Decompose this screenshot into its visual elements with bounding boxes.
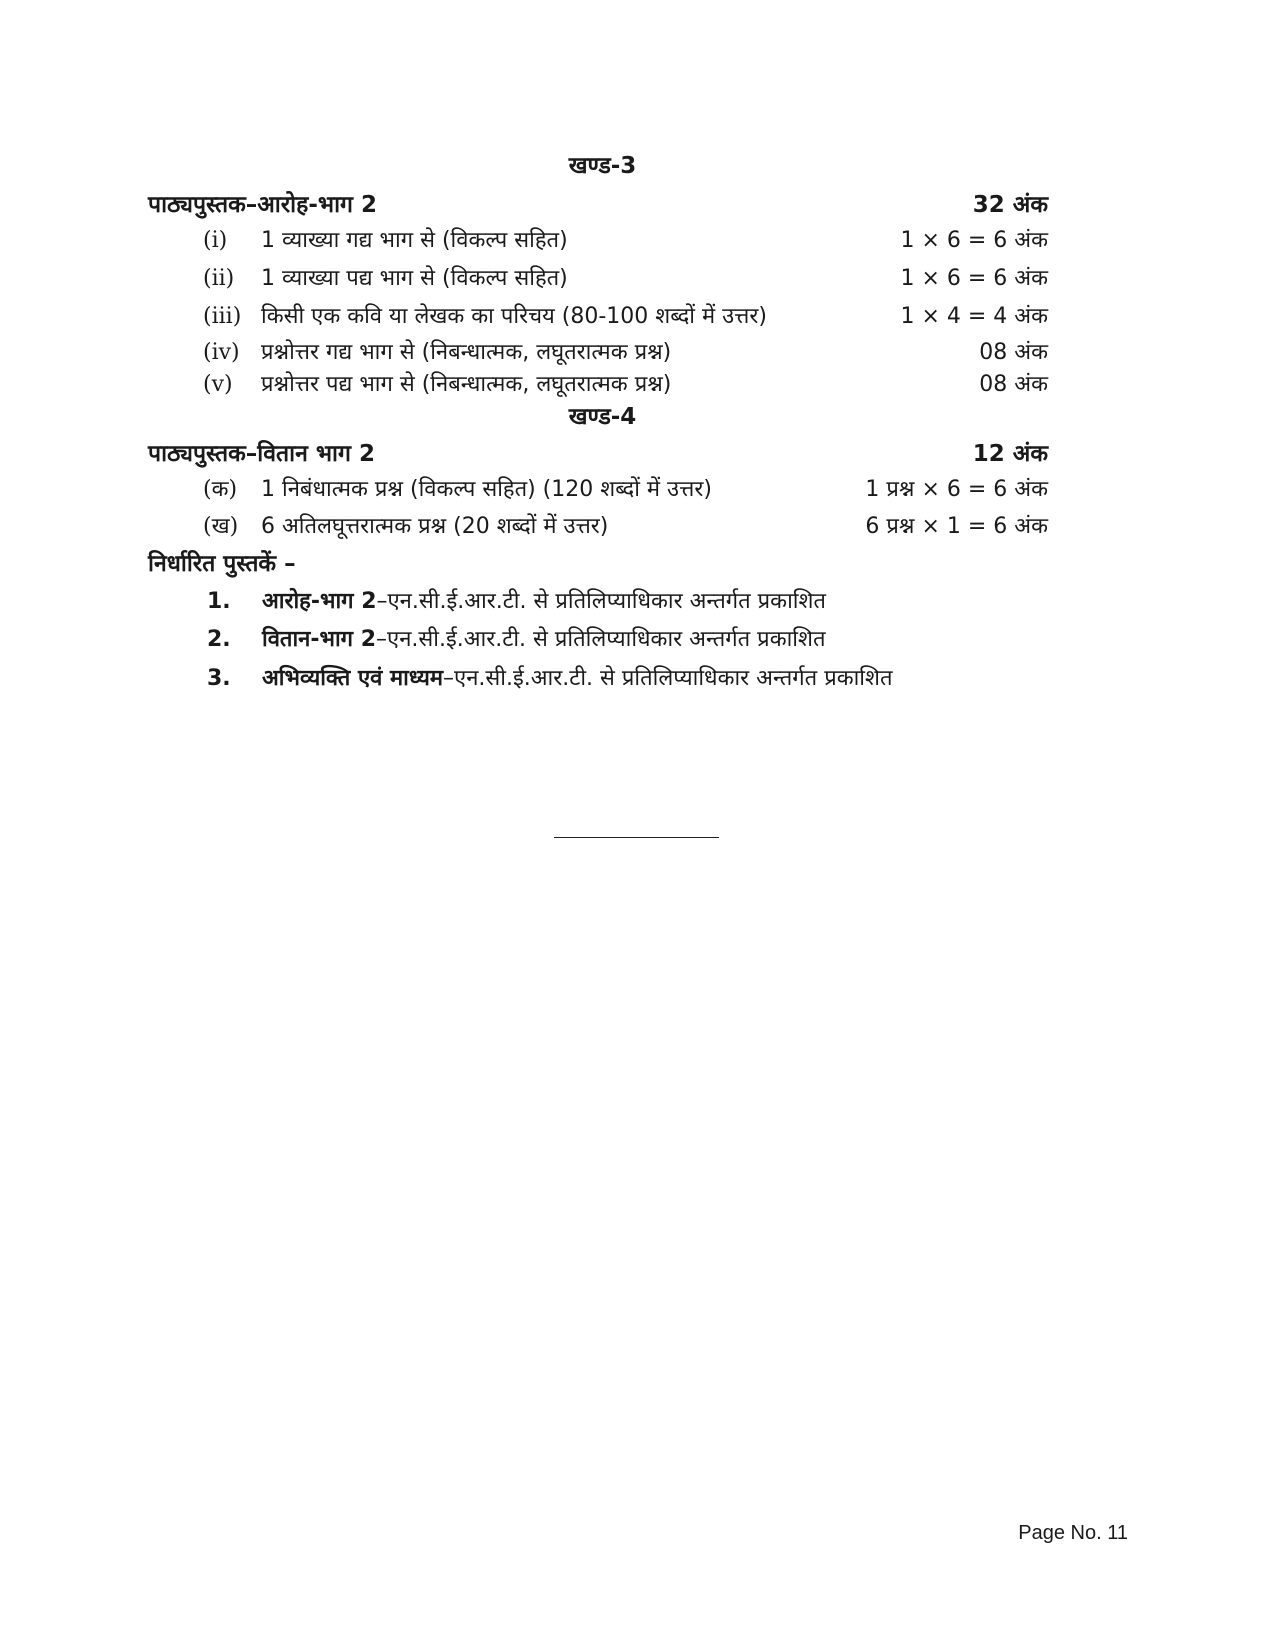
section-3-item <box>203 336 1048 366</box>
item-number: (ख) <box>203 514 239 539</box>
prescribed-books-title: निर्धारित पुस्तकें – <box>148 551 296 577</box>
book-name: अभिव्यक्ति एवं माध्यम <box>262 666 444 691</box>
section-3-heading: खण्ड-3 <box>568 153 637 179</box>
item-text: 1 व्याख्या गद्य भाग से (विकल्प सहित) <box>261 228 568 253</box>
item-number: (क) <box>203 477 238 502</box>
prescribed-book-item <box>207 662 893 692</box>
item-number: (ii) <box>203 266 235 291</box>
end-divider <box>554 837 719 838</box>
section-4-item <box>203 473 1048 503</box>
section-4-book-title: पाठ्यपुस्तक–वितान भाग 2 <box>148 441 375 467</box>
section-4-heading: खण्ड-4 <box>568 404 637 430</box>
item-marks: 6 प्रश्न × 1 = 6 अंक <box>865 514 1048 539</box>
item-marks: 1 प्रश्न × 6 = 6 अंक <box>865 477 1048 502</box>
book-number: 3. <box>207 666 231 691</box>
section-3-item <box>203 300 1048 330</box>
item-marks: 08 अंक <box>979 372 1048 397</box>
section-3-book-title: पाठ्यपुस्तक–आरोह-भाग 2 <box>148 192 377 218</box>
section-3-book-marks: 32 अंक <box>972 192 1048 218</box>
item-text: 1 व्याख्या पद्य भाग से (विकल्प सहित) <box>261 266 568 291</box>
book-description: –एन.सी.ई.आर.टी. से प्रतिलिप्याधिकार अन्तर्गत प्रकाशित <box>443 666 893 691</box>
prescribed-book-item <box>207 585 826 615</box>
book-description: –एन.सी.ई.आर.टी. से प्रतिलिप्याधिकार अन्तर्गत प्रकाशित <box>376 589 826 614</box>
item-text: 1 निबंधात्मक प्रश्न (विकल्प सहित) (120 शब्दों में उत्तर) <box>261 477 712 502</box>
section-4-book-marks: 12 अंक <box>972 441 1048 467</box>
book-name: आरोह-भाग 2 <box>262 589 377 614</box>
book-description: –एन.सी.ई.आर.टी. से प्रतिलिप्याधिकार अन्तर्गत प्रकाशित <box>376 627 826 652</box>
section-3-item <box>203 262 1048 292</box>
book-name: वितान-भाग 2 <box>262 627 377 652</box>
prescribed-book-item <box>207 623 826 653</box>
section-4-item <box>203 510 1048 540</box>
item-number: (i) <box>203 228 228 253</box>
item-text: प्रश्नोत्तर पद्य भाग से (निबन्धात्मक, लघूतरात्मक प्रश्न) <box>261 372 672 397</box>
page-number: Page No. 11 <box>1018 1522 1128 1544</box>
item-marks: 1 × 6 = 6 अंक <box>900 266 1048 291</box>
item-text: 6 अतिलघूत्तरात्मक प्रश्न (20 शब्दों में उत्तर) <box>261 514 609 539</box>
item-number: (iii) <box>203 304 242 329</box>
section-3-item <box>203 224 1048 254</box>
item-text: किसी एक कवि या लेखक का परिचय (80-100 शब्दों में उत्तर) <box>261 304 767 329</box>
book-number: 2. <box>207 627 231 652</box>
item-marks: 08 अंक <box>979 340 1048 365</box>
book-number: 1. <box>207 589 231 614</box>
item-marks: 1 × 4 = 4 अंक <box>900 304 1048 329</box>
item-number: (iv) <box>203 340 240 365</box>
section-4-book-row <box>148 436 1048 468</box>
item-marks: 1 × 6 = 6 अंक <box>900 228 1048 253</box>
item-number: (v) <box>203 372 233 397</box>
section-3-item <box>203 368 1048 398</box>
section-3-book-row <box>148 187 1048 219</box>
item-text: प्रश्नोत्तर गद्य भाग से (निबन्धात्मक, लघूतरात्मक प्रश्न) <box>261 340 672 365</box>
